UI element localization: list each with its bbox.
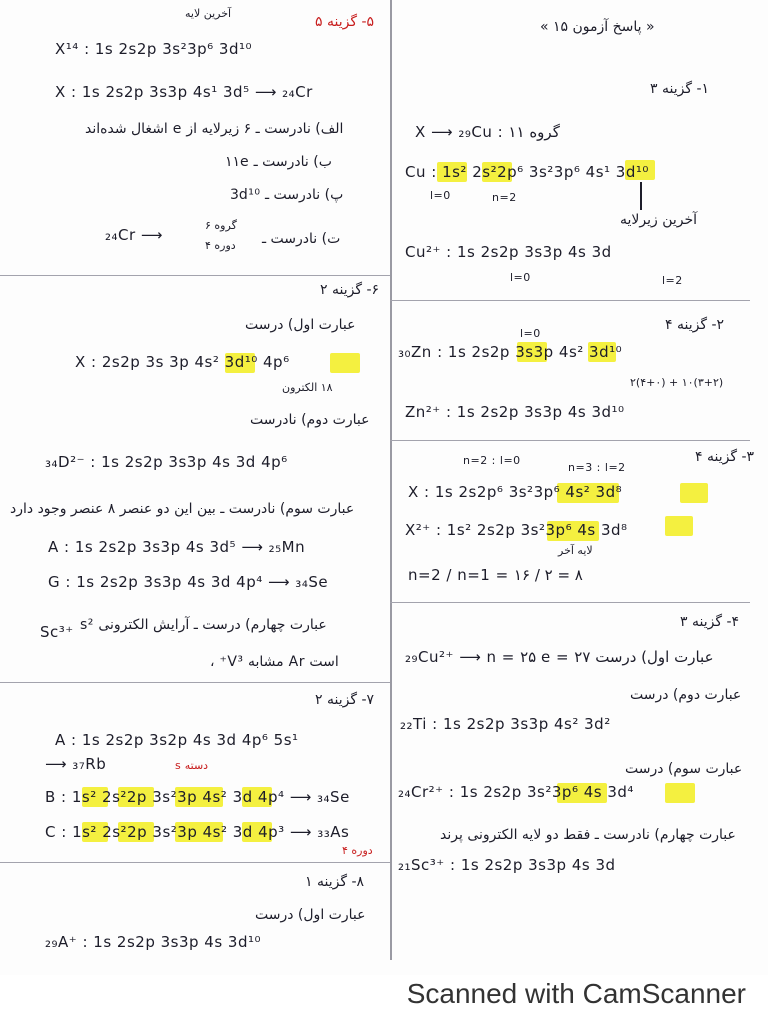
page-header: « پاسخ آزمون ۱۵ »: [540, 19, 655, 35]
q7-period: دوره ۴: [342, 844, 373, 857]
highlight: [330, 353, 360, 373]
q3-note: لایه آخر: [558, 544, 593, 557]
q3-line2: X²⁺ : 1s² 2s2p 3s²3p⁶ 4s 3d⁸: [405, 521, 628, 539]
divider: [390, 602, 750, 603]
q2-line2: Zn²⁺ : 1s 2s2p 3s3p 4s 3d¹⁰: [405, 403, 625, 421]
q1-l2: l=2: [662, 274, 683, 287]
q2-title: ۲- گزینه ۴: [665, 317, 725, 333]
q5-title: ۵- گزینه ۵: [315, 14, 375, 30]
q6-line2: ₃₄D²⁻ : 1s 2s2p 3s3p 4s 3d 4p⁶: [45, 453, 288, 471]
divider: [0, 862, 390, 863]
q7-title: ۷- گزینه ۲: [315, 692, 375, 708]
q1-line1: X ⟶ ₂₉Cu : گروه ۱۱: [415, 123, 560, 141]
q6-lineA: A : 1s 2s2p 3s3p 4s 3d⁵ ⟶ ₂₅Mn: [48, 538, 306, 556]
divider: [390, 440, 750, 441]
q1-line2: Cu : 1s² 2s²2p⁶ 3s²3p⁶ 4s¹ 3d¹⁰: [405, 163, 649, 181]
q1-l0b: l=0: [510, 271, 531, 284]
q7-rbNote: دسته s: [175, 759, 209, 772]
q6-s4b: است Ar مشابه V³⁺ ،: [210, 654, 339, 670]
q3-title: ۳- گزینه ۴: [695, 449, 755, 465]
q5-cr: ₂₄Cr ⟶: [105, 226, 163, 244]
q3-label2: n=3 : l=2: [568, 461, 626, 474]
q6-sc: Sc³⁺: [40, 623, 74, 641]
q8-s1: عبارت اول) درست: [255, 907, 366, 923]
q2-note: ۲(۴+۰) + ۱۰(۳+۲): [630, 376, 724, 389]
q4-s4eq: ₂₁Sc³⁺ : 1s 2s2p 3s3p 4s 3d: [398, 856, 616, 874]
q4-s2eq: ₂₂Ti : 1s 2s2p 3s3p 4s² 3d²: [400, 715, 611, 733]
q5-grp: گروه ۶: [205, 219, 237, 232]
q5-b: ب) نادرست ـ ۱۱e: [225, 154, 332, 170]
q3-line1: X : 1s 2s2p⁶ 3s²3p⁶ 4s² 3d⁸: [408, 483, 623, 501]
q4-s4: عبارت چهارم) نادرست ـ فقط دو لایه الکترونی پرند: [440, 827, 736, 843]
q4-s2: عبارت دوم) درست: [630, 687, 742, 703]
q6-s2: عبارت دوم) نادرست: [250, 412, 370, 428]
q5-per: دوره ۴: [205, 239, 236, 252]
q7-lineA: A : 1s 2s2p 3s2p 4s 3d 4p⁶ 5s¹: [55, 731, 299, 749]
q4-s3: عبارت سوم) درست: [625, 761, 743, 777]
highlight: [665, 783, 695, 803]
q6-s4: عبارت چهارم) درست ـ آرایش الکترونی ‎s²: [80, 617, 327, 633]
q1-outer: آخرین زیرلایه: [620, 212, 698, 228]
q5-p: پ) نادرست ـ 3d¹⁰: [230, 187, 344, 203]
q3-frac: n=2 / n=1 = ۱۶ / ۲ = ۸: [408, 566, 583, 584]
q5-t: ت) نادرست ـ: [262, 231, 341, 247]
q4-s3eq: ₂₄Cr²⁺ : 1s 2s2p 3s²3p⁶ 4s 3d⁴: [398, 783, 634, 801]
q2-line1: ₃₀Zn : 1s 2s2p 3s3p 4s² 3d¹⁰: [398, 343, 623, 361]
down-arrow-icon: [640, 182, 642, 210]
q6-title: ۶- گزینه ۲: [320, 282, 380, 298]
q6-s1: عبارت اول) درست: [245, 317, 356, 333]
q4-s1: ₂₉Cu²⁺ ⟶ n = ۲۵ e = ۲۷ عبارت اول) درست: [405, 648, 714, 666]
q2-l0: l=0: [520, 327, 541, 340]
divider: [0, 682, 390, 683]
highlight: [665, 516, 693, 536]
divider: [0, 275, 390, 276]
q6-line1: X : 2s2p 3s 3p 4s² 3d¹⁰ 4p⁶: [75, 353, 290, 371]
q1-l0: l=0: [430, 189, 451, 202]
q7-lineB: B : 1s² 2s²2p 3s²3p 4s² 3d 4p⁴ ⟶ ₃₄Se: [45, 788, 350, 806]
q5-outer: آخرین لایه: [185, 7, 232, 20]
q7-rb: ⟶ ₃₇Rb: [45, 755, 107, 773]
q8-title: ۸- گزینه ۱: [305, 874, 365, 890]
q6-lineG: G : 1s 2s2p 3s3p 4s 3d 4p⁴ ⟶ ₃₄Se: [48, 573, 329, 591]
q1-line3: Cu²⁺ : 1s 2s2p 3s3p 4s 3d: [405, 243, 612, 261]
q6-s3: عبارت سوم) نادرست ـ بین این دو عنصر ۸ عنصر وجود دارد: [10, 501, 355, 517]
q5-line1: X¹⁴ : 1s 2s2p 3s²3p⁶ 3d¹⁰: [55, 40, 253, 58]
q8-line1: ₂₉A⁺ : 1s 2s2p 3s3p 4s 3d¹⁰: [45, 933, 262, 951]
scanner-watermark: Scanned with CamScanner: [406, 978, 746, 1009]
divider: [390, 300, 750, 301]
q1-title: ۱- گزینه ۳: [650, 81, 710, 97]
q4-title: ۴- گزینه ۳: [680, 614, 740, 630]
q3-label1: n=2 : l=0: [463, 454, 521, 467]
highlight: [680, 483, 708, 503]
q1-n2: n=2: [492, 191, 517, 204]
q5-a: الف) نادرست ـ ۶ زیرلایه از e اشغال شده‌اند: [85, 121, 344, 137]
q6-mid: ۱۸ الکترون: [282, 381, 333, 394]
column-divider: [390, 0, 392, 960]
q5-line2: X : 1s 2s2p 3s3p 4s¹ 3d⁵ ⟶ ₂₄Cr: [55, 83, 313, 101]
q7-lineC: C : 1s² 2s²2p 3s²3p 4s² 3d 4p³ ⟶ ₃₃As: [45, 823, 350, 841]
